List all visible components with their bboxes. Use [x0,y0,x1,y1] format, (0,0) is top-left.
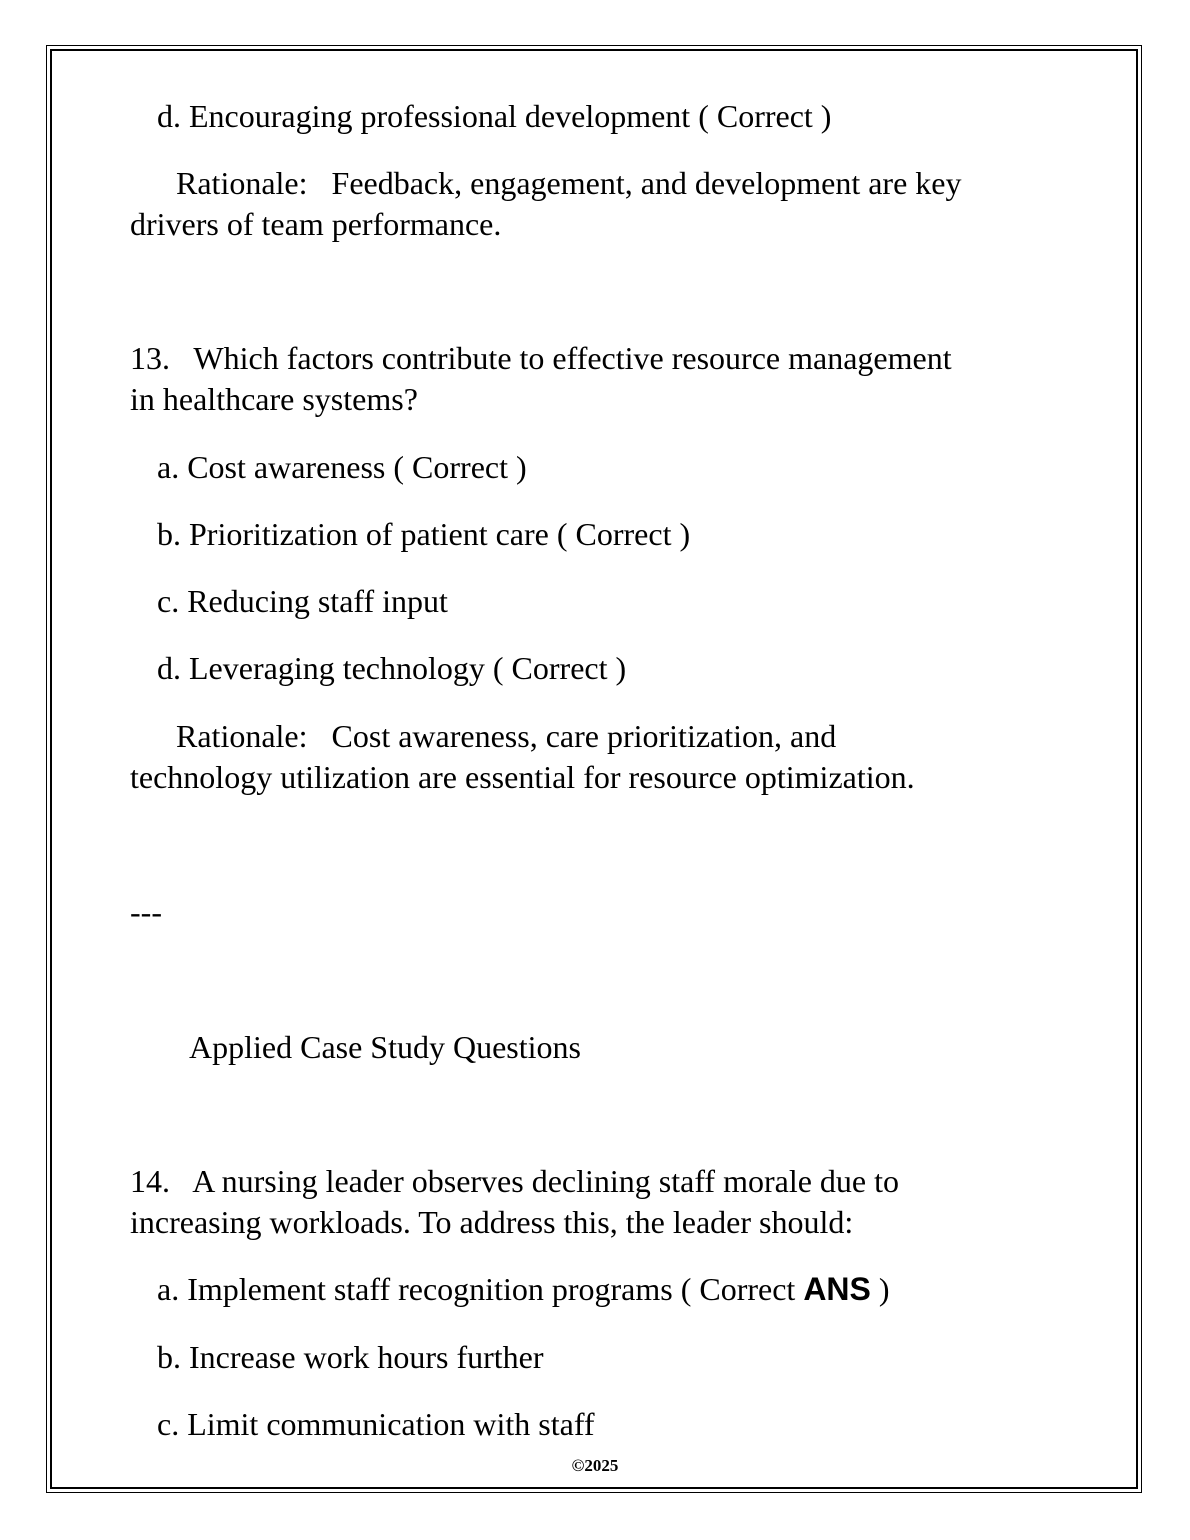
q12-rationale-line2: drivers of team performance. [130,206,502,242]
q14-question-line2: increasing workloads. To address this, the leader should: [130,1204,854,1240]
q14-option-a-text: a. Implement staff recognition programs ( Correct [157,1271,804,1307]
q14-option-c: c. Limit communication with staff [157,1406,595,1442]
q14-option-b: b. Increase work hours further [157,1339,544,1375]
copyright-footer: ©2025 [571,1456,619,1475]
q13-option-a: a. Cost awareness ( Correct ) [157,449,527,485]
separator: --- [130,894,162,930]
q14-option-a [157,1269,890,1310]
q13-rationale-line1: Rationale: Cost awareness, care prioritization, and [176,718,837,754]
q13-option-b: b. Prioritization of patient care ( Correct ) [157,516,691,552]
q13-option-d: d. Leveraging technology ( Correct ) [157,650,627,686]
section-heading: Applied Case Study Questions [189,1029,581,1065]
q12-option-d: d. Encouraging professional development ( Correct ) [157,98,832,134]
q14-option-a-close: ) [870,1271,890,1307]
q14-question-line1: 14. A nursing leader observes declining staff morale due to [130,1163,899,1199]
q12-rationale-line1: Rationale: Feedback, engagement, and development are key [176,165,962,201]
ans-marker: ANS [803,1271,871,1307]
q13-question-line2: in healthcare systems? [130,381,418,417]
q13-question-line1: 13. Which factors contribute to effective resource management [130,340,952,376]
q13-option-c: c. Reducing staff input [157,583,448,619]
q13-rationale-line2: technology utilization are essential for resource optimization. [130,759,915,795]
